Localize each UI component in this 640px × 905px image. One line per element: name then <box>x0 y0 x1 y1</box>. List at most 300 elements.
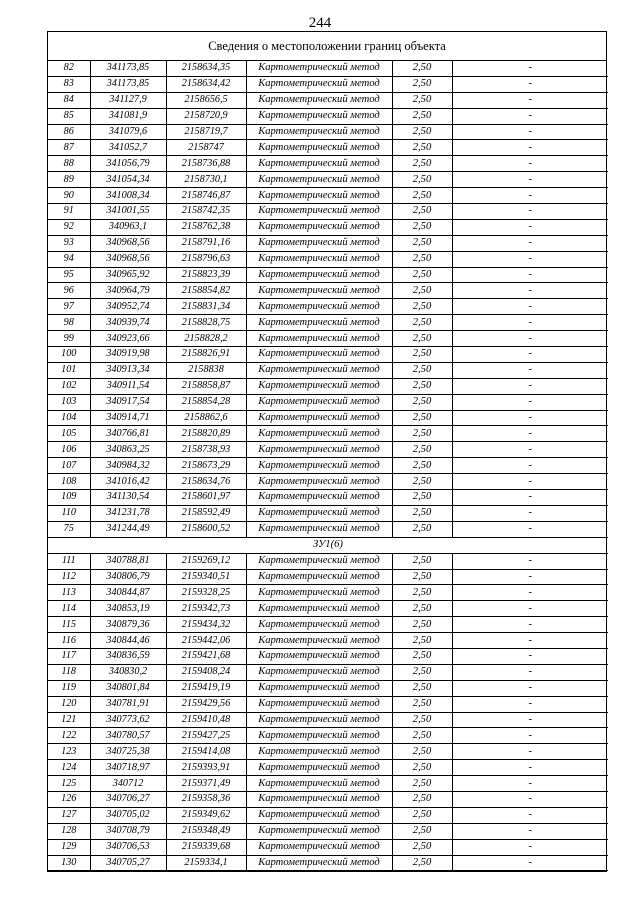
x-coordinate-cell: 340844,46 <box>90 633 166 649</box>
accuracy-cell: 2,50 <box>392 807 452 823</box>
page-number: 244 <box>308 15 332 31</box>
accuracy-cell: 2,50 <box>392 235 452 251</box>
y-coordinate-cell: 2158796,63 <box>166 251 246 267</box>
description-cell: - <box>452 823 608 839</box>
point-number-cell: 124 <box>48 760 90 776</box>
description-cell: - <box>452 315 608 331</box>
accuracy-cell: 2,50 <box>392 283 452 299</box>
method-cell: Картометрический метод <box>246 235 392 251</box>
table-row <box>48 505 608 521</box>
table-row <box>48 140 608 156</box>
point-number-cell: 88 <box>48 156 90 172</box>
accuracy-cell: 2,50 <box>392 378 452 394</box>
method-cell: Картометрический метод <box>246 664 392 680</box>
accuracy-cell: 2,50 <box>392 791 452 807</box>
accuracy-cell: 2,50 <box>392 474 452 490</box>
y-coordinate-cell: 2158820,89 <box>166 426 246 442</box>
y-coordinate-cell: 2158838 <box>166 362 246 378</box>
section-title: Сведения о местоположении границ объекта <box>48 32 606 61</box>
accuracy-cell: 2,50 <box>392 458 452 474</box>
point-number-cell: 102 <box>48 378 90 394</box>
y-coordinate-cell: 2158828,2 <box>166 331 246 347</box>
x-coordinate-cell: 340963,1 <box>90 219 166 235</box>
x-coordinate-cell: 341173,85 <box>90 76 166 92</box>
point-number-cell: 104 <box>48 410 90 426</box>
x-coordinate-cell: 341001,55 <box>90 204 166 220</box>
method-cell: Картометрический метод <box>246 108 392 124</box>
accuracy-cell: 2,50 <box>392 490 452 506</box>
point-number-cell: 84 <box>48 92 90 108</box>
y-coordinate-cell: 2159419,19 <box>166 680 246 696</box>
table-row <box>48 601 608 617</box>
x-coordinate-cell: 340705,02 <box>90 807 166 823</box>
point-number-cell: 116 <box>48 633 90 649</box>
table-row <box>48 442 608 458</box>
x-coordinate-cell: 340914,71 <box>90 410 166 426</box>
table-row <box>48 680 608 696</box>
y-coordinate-cell: 2159269,12 <box>166 553 246 569</box>
method-cell: Картометрический метод <box>246 585 392 601</box>
description-cell: - <box>452 490 608 506</box>
y-coordinate-cell: 2159408,24 <box>166 664 246 680</box>
accuracy-cell: 2,50 <box>392 664 452 680</box>
y-coordinate-cell: 2158862,6 <box>166 410 246 426</box>
point-number-cell: 96 <box>48 283 90 299</box>
point-number-cell: 115 <box>48 617 90 633</box>
point-number-cell: 122 <box>48 728 90 744</box>
x-coordinate-cell: 340725,38 <box>90 744 166 760</box>
accuracy-cell: 2,50 <box>392 299 452 315</box>
method-cell: Картометрический метод <box>246 61 392 76</box>
description-cell: - <box>452 776 608 792</box>
description-cell: - <box>452 235 608 251</box>
method-cell: Картометрический метод <box>246 299 392 315</box>
accuracy-cell: 2,50 <box>392 680 452 696</box>
table-row <box>48 855 608 871</box>
table-row <box>48 553 608 569</box>
description-cell: - <box>452 267 608 283</box>
description-cell: - <box>452 807 608 823</box>
x-coordinate-cell: 340917,54 <box>90 394 166 410</box>
x-coordinate-cell: 340879,36 <box>90 617 166 633</box>
description-cell: - <box>452 458 608 474</box>
y-coordinate-cell: 2159348,49 <box>166 823 246 839</box>
method-cell: Картометрический метод <box>246 521 392 537</box>
description-cell: - <box>452 108 608 124</box>
table-row <box>48 776 608 792</box>
point-number-cell: 92 <box>48 219 90 235</box>
method-cell: Картометрический метод <box>246 648 392 664</box>
method-cell: Картометрический метод <box>246 315 392 331</box>
point-number-cell: 95 <box>48 267 90 283</box>
method-cell: Картометрический метод <box>246 601 392 617</box>
point-number-cell: 83 <box>48 76 90 92</box>
point-number-cell: 103 <box>48 394 90 410</box>
method-cell: Картометрический метод <box>246 140 392 156</box>
x-coordinate-cell: 340968,56 <box>90 251 166 267</box>
description-cell: - <box>452 728 608 744</box>
x-coordinate-cell: 340853,19 <box>90 601 166 617</box>
accuracy-cell: 2,50 <box>392 267 452 283</box>
point-number-cell: 130 <box>48 855 90 871</box>
y-coordinate-cell: 2158673,29 <box>166 458 246 474</box>
table-row <box>48 633 608 649</box>
description-cell: - <box>452 299 608 315</box>
accuracy-cell: 2,50 <box>392 347 452 363</box>
y-coordinate-cell: 2158746,87 <box>166 188 246 204</box>
x-coordinate-cell: 340712 <box>90 776 166 792</box>
method-cell: Картометрический метод <box>246 728 392 744</box>
accuracy-cell: 2,50 <box>392 204 452 220</box>
description-cell: - <box>452 156 608 172</box>
description-cell: - <box>452 760 608 776</box>
table-row <box>48 744 608 760</box>
y-coordinate-cell: 2159442,06 <box>166 633 246 649</box>
y-coordinate-cell: 2159421,68 <box>166 648 246 664</box>
method-cell: Картометрический метод <box>246 172 392 188</box>
point-number-cell: 113 <box>48 585 90 601</box>
description-cell: - <box>452 617 608 633</box>
accuracy-cell: 2,50 <box>392 505 452 521</box>
accuracy-cell: 2,50 <box>392 569 452 585</box>
y-coordinate-cell: 2159427,25 <box>166 728 246 744</box>
method-cell: Картометрический метод <box>246 426 392 442</box>
description-cell: - <box>452 680 608 696</box>
table-row <box>48 267 608 283</box>
x-coordinate-cell: 340919,98 <box>90 347 166 363</box>
method-cell: Картометрический метод <box>246 267 392 283</box>
table-row <box>48 760 608 776</box>
description-cell: - <box>452 601 608 617</box>
accuracy-cell: 2,50 <box>392 394 452 410</box>
accuracy-cell: 2,50 <box>392 410 452 426</box>
point-number-cell: 108 <box>48 474 90 490</box>
point-number-cell: 85 <box>48 108 90 124</box>
description-cell: - <box>452 696 608 712</box>
method-cell: Картометрический метод <box>246 680 392 696</box>
table-row <box>48 331 608 347</box>
description-cell: - <box>452 124 608 140</box>
table-row <box>48 791 608 807</box>
x-coordinate-cell: 341008,34 <box>90 188 166 204</box>
table-row <box>48 347 608 363</box>
table-row <box>48 188 608 204</box>
table-row <box>48 410 608 426</box>
description-cell: - <box>452 791 608 807</box>
point-number-cell: 129 <box>48 839 90 855</box>
table-row <box>48 394 608 410</box>
accuracy-cell: 2,50 <box>392 760 452 776</box>
point-number-cell: 91 <box>48 204 90 220</box>
table-row <box>48 648 608 664</box>
accuracy-cell: 2,50 <box>392 776 452 792</box>
x-coordinate-cell: 340706,27 <box>90 791 166 807</box>
description-cell: - <box>452 378 608 394</box>
method-cell: Картометрический метод <box>246 188 392 204</box>
table-row <box>48 76 608 92</box>
accuracy-cell: 2,50 <box>392 744 452 760</box>
x-coordinate-cell: 340708,79 <box>90 823 166 839</box>
table-row <box>48 156 608 172</box>
y-coordinate-cell: 2158656,5 <box>166 92 246 108</box>
method-cell: Картометрический метод <box>246 347 392 363</box>
method-cell: Картометрический метод <box>246 569 392 585</box>
point-number-cell: 110 <box>48 505 90 521</box>
accuracy-cell: 2,50 <box>392 426 452 442</box>
point-number-cell: 89 <box>48 172 90 188</box>
description-cell: - <box>452 839 608 855</box>
y-coordinate-cell: 2159414,08 <box>166 744 246 760</box>
method-cell: Картометрический метод <box>246 823 392 839</box>
description-cell: - <box>452 347 608 363</box>
y-coordinate-cell: 2159410,48 <box>166 712 246 728</box>
x-coordinate-cell: 340923,66 <box>90 331 166 347</box>
table-row <box>48 235 608 251</box>
y-coordinate-cell: 2158823,39 <box>166 267 246 283</box>
description-cell: - <box>452 664 608 680</box>
table-row <box>48 823 608 839</box>
method-cell: Картометрический метод <box>246 378 392 394</box>
y-coordinate-cell: 2158858,87 <box>166 378 246 394</box>
point-number-cell: 126 <box>48 791 90 807</box>
point-number-cell: 75 <box>48 521 90 537</box>
point-number-cell: 86 <box>48 124 90 140</box>
accuracy-cell: 2,50 <box>392 696 452 712</box>
method-cell: Картометрический метод <box>246 76 392 92</box>
description-cell: - <box>452 76 608 92</box>
table-row <box>48 251 608 267</box>
accuracy-cell: 2,50 <box>392 823 452 839</box>
method-cell: Картометрический метод <box>246 855 392 871</box>
point-number-cell: 100 <box>48 347 90 363</box>
table-row <box>48 569 608 585</box>
y-coordinate-cell: 2158634,76 <box>166 474 246 490</box>
table-row <box>48 521 608 537</box>
point-number-cell: 127 <box>48 807 90 823</box>
description-cell: - <box>452 204 608 220</box>
x-coordinate-cell: 340911,54 <box>90 378 166 394</box>
y-coordinate-cell: 2158828,75 <box>166 315 246 331</box>
x-coordinate-cell: 340964,79 <box>90 283 166 299</box>
table-row <box>48 839 608 855</box>
point-number-cell: 125 <box>48 776 90 792</box>
x-coordinate-cell: 340952,74 <box>90 299 166 315</box>
table-row <box>48 728 608 744</box>
method-cell: Картометрический метод <box>246 505 392 521</box>
y-coordinate-cell: 2159393,91 <box>166 760 246 776</box>
accuracy-cell: 2,50 <box>392 601 452 617</box>
y-coordinate-cell: 2159429,56 <box>166 696 246 712</box>
point-number-cell: 87 <box>48 140 90 156</box>
method-cell: Картометрический метод <box>246 204 392 220</box>
accuracy-cell: 2,50 <box>392 617 452 633</box>
description-cell: - <box>452 648 608 664</box>
accuracy-cell: 2,50 <box>392 521 452 537</box>
method-cell: Картометрический метод <box>246 410 392 426</box>
x-coordinate-cell: 340836,59 <box>90 648 166 664</box>
x-coordinate-cell: 340718,97 <box>90 760 166 776</box>
point-number-cell: 99 <box>48 331 90 347</box>
table-row <box>48 219 608 235</box>
y-coordinate-cell: 2158854,28 <box>166 394 246 410</box>
table-row <box>48 315 608 331</box>
y-coordinate-cell: 2158762,38 <box>166 219 246 235</box>
y-coordinate-cell: 2158747 <box>166 140 246 156</box>
table-row <box>48 696 608 712</box>
table-row <box>48 458 608 474</box>
y-coordinate-cell: 2158826,91 <box>166 347 246 363</box>
x-coordinate-cell: 340913,34 <box>90 362 166 378</box>
description-cell: - <box>452 744 608 760</box>
y-coordinate-cell: 2158738,93 <box>166 442 246 458</box>
accuracy-cell: 2,50 <box>392 553 452 569</box>
y-coordinate-cell: 2158791,16 <box>166 235 246 251</box>
method-cell: Картометрический метод <box>246 490 392 506</box>
y-coordinate-cell: 2158634,42 <box>166 76 246 92</box>
y-coordinate-cell: 2158600,52 <box>166 521 246 537</box>
x-coordinate-cell: 341052,7 <box>90 140 166 156</box>
accuracy-cell: 2,50 <box>392 61 452 76</box>
method-cell: Картометрический метод <box>246 553 392 569</box>
x-coordinate-cell: 340780,57 <box>90 728 166 744</box>
table-row <box>48 807 608 823</box>
y-coordinate-cell: 2159339,68 <box>166 839 246 855</box>
description-cell: - <box>452 140 608 156</box>
description-cell: - <box>452 283 608 299</box>
accuracy-cell: 2,50 <box>392 585 452 601</box>
x-coordinate-cell: 340788,81 <box>90 553 166 569</box>
point-number-cell: 97 <box>48 299 90 315</box>
method-cell: Картометрический метод <box>246 362 392 378</box>
method-cell: Картометрический метод <box>246 283 392 299</box>
coordinates-table-sheet <box>47 31 607 872</box>
method-cell: Картометрический метод <box>246 92 392 108</box>
table-body-part1 <box>48 61 608 537</box>
description-cell: - <box>452 410 608 426</box>
description-cell: - <box>452 172 608 188</box>
table-row <box>48 283 608 299</box>
x-coordinate-cell: 340706,53 <box>90 839 166 855</box>
description-cell: - <box>452 362 608 378</box>
description-cell: - <box>452 92 608 108</box>
y-coordinate-cell: 2158730,1 <box>166 172 246 188</box>
table-body-part2 <box>48 553 608 871</box>
table-row <box>48 585 608 601</box>
method-cell: Картометрический метод <box>246 617 392 633</box>
x-coordinate-cell: 340773,62 <box>90 712 166 728</box>
description-cell: - <box>452 505 608 521</box>
subsection-label: ЗУ1(6) <box>48 537 608 553</box>
description-cell: - <box>452 569 608 585</box>
accuracy-cell: 2,50 <box>392 315 452 331</box>
description-cell: - <box>452 219 608 235</box>
y-coordinate-cell: 2158854,82 <box>166 283 246 299</box>
method-cell: Картометрический метод <box>246 807 392 823</box>
y-coordinate-cell: 2158831,34 <box>166 299 246 315</box>
accuracy-cell: 2,50 <box>392 188 452 204</box>
y-coordinate-cell: 2158601,97 <box>166 490 246 506</box>
table-subsection <box>48 537 608 553</box>
method-cell: Картометрический метод <box>246 124 392 140</box>
accuracy-cell: 2,50 <box>392 172 452 188</box>
x-coordinate-cell: 340968,56 <box>90 235 166 251</box>
description-cell: - <box>452 394 608 410</box>
method-cell: Картометрический метод <box>246 776 392 792</box>
accuracy-cell: 2,50 <box>392 442 452 458</box>
point-number-cell: 90 <box>48 188 90 204</box>
table-row <box>48 61 608 76</box>
table-row <box>48 617 608 633</box>
x-coordinate-cell: 341173,85 <box>90 61 166 76</box>
accuracy-cell: 2,50 <box>392 839 452 855</box>
method-cell: Картометрический метод <box>246 791 392 807</box>
point-number-cell: 112 <box>48 569 90 585</box>
accuracy-cell: 2,50 <box>392 712 452 728</box>
method-cell: Картометрический метод <box>246 219 392 235</box>
y-coordinate-cell: 2159328,25 <box>166 585 246 601</box>
x-coordinate-cell: 340965,92 <box>90 267 166 283</box>
y-coordinate-cell: 2158736,88 <box>166 156 246 172</box>
point-number-cell: 109 <box>48 490 90 506</box>
point-number-cell: 82 <box>48 61 90 76</box>
description-cell: - <box>452 474 608 490</box>
accuracy-cell: 2,50 <box>392 633 452 649</box>
point-number-cell: 120 <box>48 696 90 712</box>
table-row <box>48 664 608 680</box>
description-cell: - <box>452 855 608 871</box>
table-row <box>48 172 608 188</box>
point-number-cell: 107 <box>48 458 90 474</box>
y-coordinate-cell: 2158742,35 <box>166 204 246 220</box>
description-cell: - <box>452 251 608 267</box>
y-coordinate-cell: 2158634,35 <box>166 61 246 76</box>
y-coordinate-cell: 2159334,1 <box>166 855 246 871</box>
point-number-cell: 121 <box>48 712 90 728</box>
point-number-cell: 123 <box>48 744 90 760</box>
x-coordinate-cell: 341056,79 <box>90 156 166 172</box>
x-coordinate-cell: 341079,6 <box>90 124 166 140</box>
accuracy-cell: 2,50 <box>392 156 452 172</box>
x-coordinate-cell: 340830,2 <box>90 664 166 680</box>
point-number-cell: 93 <box>48 235 90 251</box>
method-cell: Картометрический метод <box>246 474 392 490</box>
x-coordinate-cell: 341081,9 <box>90 108 166 124</box>
x-coordinate-cell: 341016,42 <box>90 474 166 490</box>
subsection-row <box>48 537 608 553</box>
x-coordinate-cell: 341231,78 <box>90 505 166 521</box>
table-row <box>48 204 608 220</box>
y-coordinate-cell: 2159349,62 <box>166 807 246 823</box>
table-row <box>48 108 608 124</box>
x-coordinate-cell: 341244,49 <box>90 521 166 537</box>
point-number-cell: 105 <box>48 426 90 442</box>
table-row <box>48 92 608 108</box>
point-number-cell: 118 <box>48 664 90 680</box>
point-number-cell: 98 <box>48 315 90 331</box>
table-row <box>48 474 608 490</box>
accuracy-cell: 2,50 <box>392 140 452 156</box>
accuracy-cell: 2,50 <box>392 251 452 267</box>
x-coordinate-cell: 341054,34 <box>90 172 166 188</box>
point-number-cell: 114 <box>48 601 90 617</box>
accuracy-cell: 2,50 <box>392 124 452 140</box>
method-cell: Картометрический метод <box>246 394 392 410</box>
table-row <box>48 378 608 394</box>
method-cell: Картометрический метод <box>246 331 392 347</box>
method-cell: Картометрический метод <box>246 712 392 728</box>
accuracy-cell: 2,50 <box>392 219 452 235</box>
description-cell: - <box>452 712 608 728</box>
